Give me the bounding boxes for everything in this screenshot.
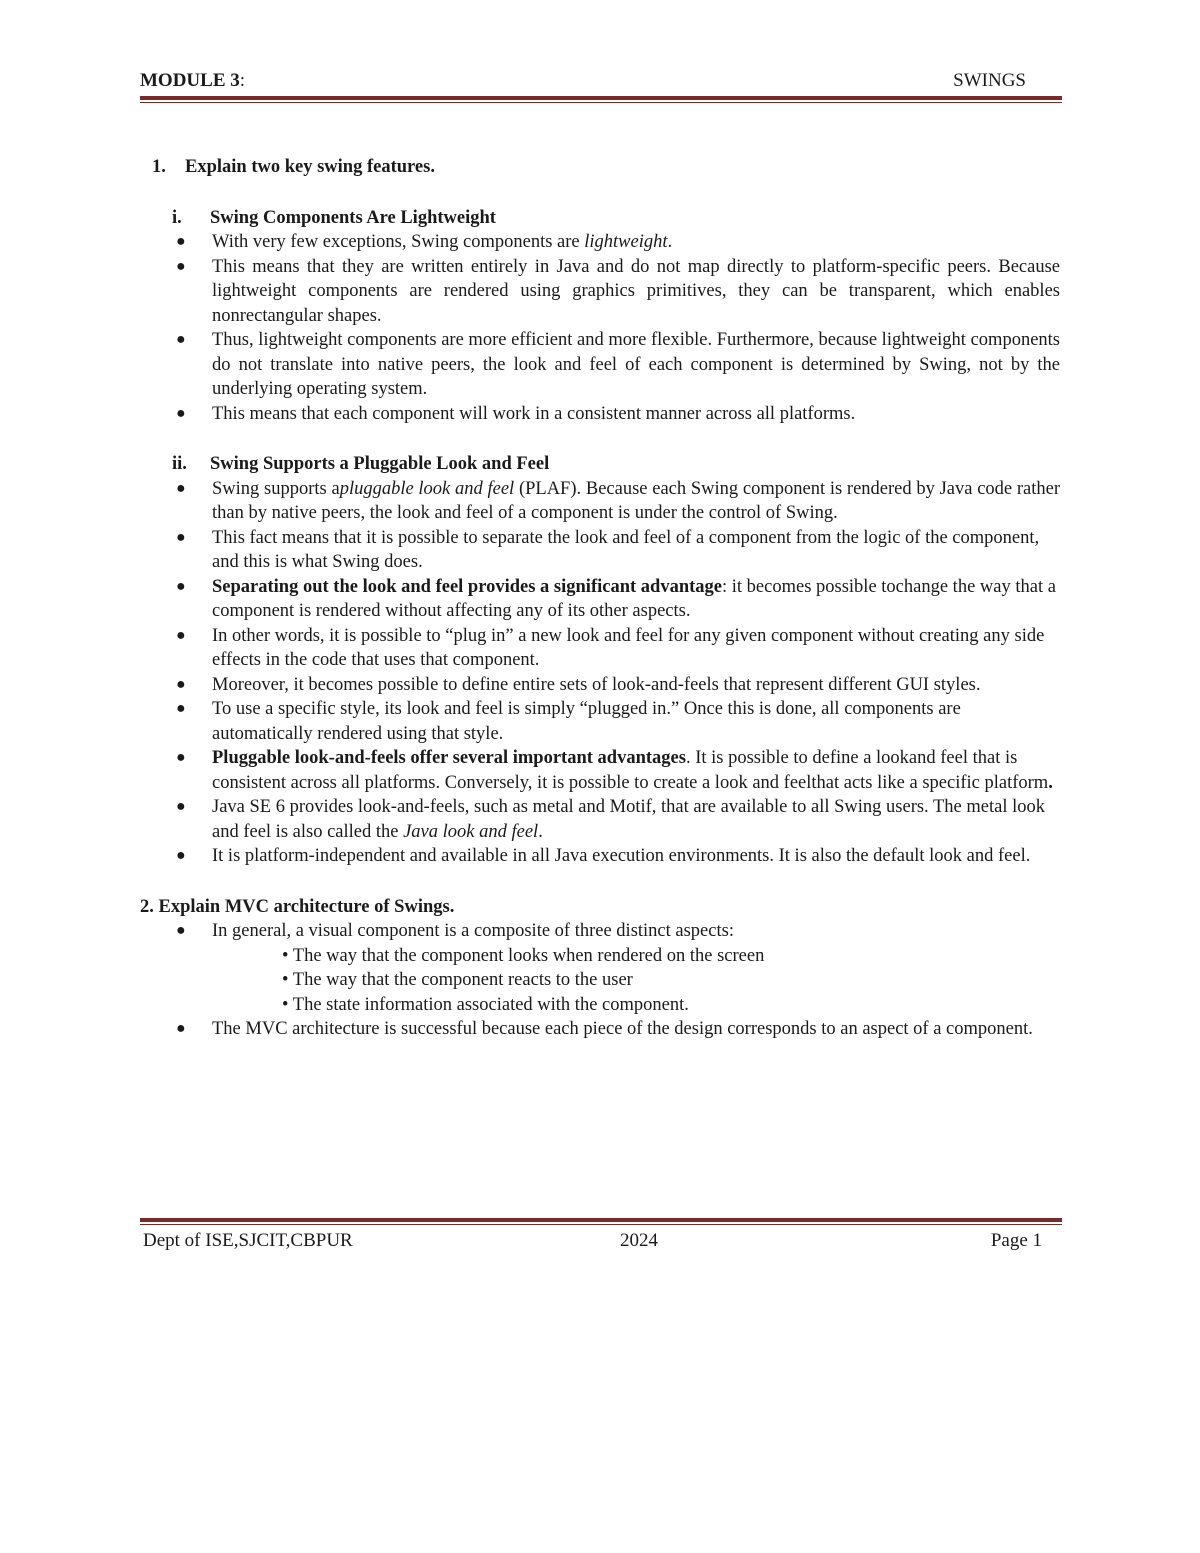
- question-1-title: 1. Explain two key swing features.: [152, 157, 435, 177]
- bullet-icon: ●: [176, 233, 186, 250]
- bullet-icon: ●: [176, 479, 186, 497]
- bullet-icon: ●: [176, 577, 186, 595]
- header-module: MODULE 3:: [140, 70, 246, 91]
- list-item: ● Java SE 6 provides look-and-feels, such as metal and Motif, that are available to all Swing users. The metal look and feel is also called the Java look and feel.: [176, 797, 1045, 842]
- bullet-icon: ●: [176, 749, 186, 766]
- section-ii-list: [140, 477, 1060, 869]
- section-i-title: i. Swing Components Are Lightweight: [172, 207, 496, 228]
- bullet-icon: ●: [176, 675, 186, 693]
- page-footer: [140, 1230, 1062, 1256]
- list-item: ● Thus, lightweight components are more efficient and more flexible. Furthermore, because lightweight components do not translate into native peers, the look and feel of each component is determined by Swing, not by the underlying operating system.: [176, 330, 1060, 399]
- footer-rule-thin: [140, 1224, 1062, 1225]
- bullet-icon: ●: [176, 626, 186, 644]
- bullet-icon: ●: [176, 404, 186, 422]
- list-item: ● This means that each component will work in a consistent manner across all platforms.: [140, 402, 1060, 427]
- footer-rule-thick: [140, 1218, 1062, 1222]
- page-header: [140, 70, 1062, 94]
- footer-year: 2024: [620, 1230, 658, 1251]
- list-item: ● The MVC architecture is successful because each piece of the design corresponds to an aspect of a component.: [140, 1017, 1060, 1042]
- bullet-icon: ●: [176, 331, 186, 348]
- section-ii-title: ii. Swing Supports a Pluggable Look and Feel: [172, 454, 550, 474]
- list-item: ● Moreover, it becomes possible to define entire sets of look-and-feels that represent different GUI styles.: [140, 673, 1060, 698]
- bullet-icon: ●: [176, 922, 186, 939]
- list-item: ● In other words, it is possible to “plug in” a new look and feel for any given component without creating any side effects in the code that uses that component.: [176, 625, 1045, 670]
- header-topic: SWINGS: [953, 70, 1026, 91]
- question-2-title: 2. Explain MVC architecture of Swings.: [140, 896, 455, 917]
- question-2-list: [140, 919, 1060, 944]
- footer-page-number: Page 1: [990, 1230, 1042, 1251]
- aspect-item: • The state information associated with the component.: [282, 994, 689, 1015]
- list-item: ● To use a specific style, its look and feel is simply “plugged in.” Once this is done, all components are automatically rendered using that style.: [176, 699, 961, 744]
- aspect-item: • The way that the component looks when rendered on the screen: [282, 945, 765, 966]
- bullet-icon: ●: [176, 700, 186, 717]
- list-item: ● In general, a visual component is a composite of three distinct aspects:: [140, 919, 1060, 944]
- list-item: ● With very few exceptions, Swing components are lightweight.: [140, 230, 1060, 255]
- header-rule-thin: [140, 102, 1062, 103]
- page-content: [140, 155, 1060, 1042]
- bullet-icon: ●: [176, 528, 186, 546]
- bullet-icon: ●: [176, 1020, 186, 1037]
- aspect-item: • The way that the component reacts to the user: [282, 970, 633, 990]
- list-item: ● This means that they are written entirely in Java and do not map directly to platform-specific peers. Because lightweight components are rendered using graphics primitives, they can be transparent, which enables nonrectangular shapes.: [176, 256, 1060, 326]
- header-rule-thick: [140, 96, 1062, 100]
- list-item: ● It is platform-independent and available in all Java execution environments. It is also the default look and feel.: [140, 844, 1060, 869]
- footer-dept: Dept of ISE,SJCIT,CBPUR: [143, 1230, 353, 1251]
- list-item: ● Pluggable look-and-feels offer several important advantages. It is possible to define a lookand feel that is consistent across all platforms. Conversely, it is possible to create a look and feelthat acts like a specific platform.: [176, 748, 1053, 793]
- bullet-icon: ●: [176, 257, 186, 275]
- list-item: ● Swing supports apluggable look and feel (PLAF). Because each Swing component is rendered by Java code rather than by native peers, the look and feel of a component is under the control of Swing.: [176, 478, 1060, 523]
- list-item: ● Separating out the look and feel provides a significant advantage: it becomes possible tochange the way that a component is rendered without affecting any of its other aspects.: [176, 576, 1056, 621]
- bullet-icon: ●: [176, 798, 186, 815]
- list-item: ● This fact means that it is possible to separate the look and feel of a component from the logic of the component, and this is what Swing does.: [176, 527, 1040, 572]
- section-i-list: [140, 230, 1060, 426]
- bullet-icon: ●: [176, 847, 186, 864]
- question-2-list-continued: [140, 1017, 1060, 1042]
